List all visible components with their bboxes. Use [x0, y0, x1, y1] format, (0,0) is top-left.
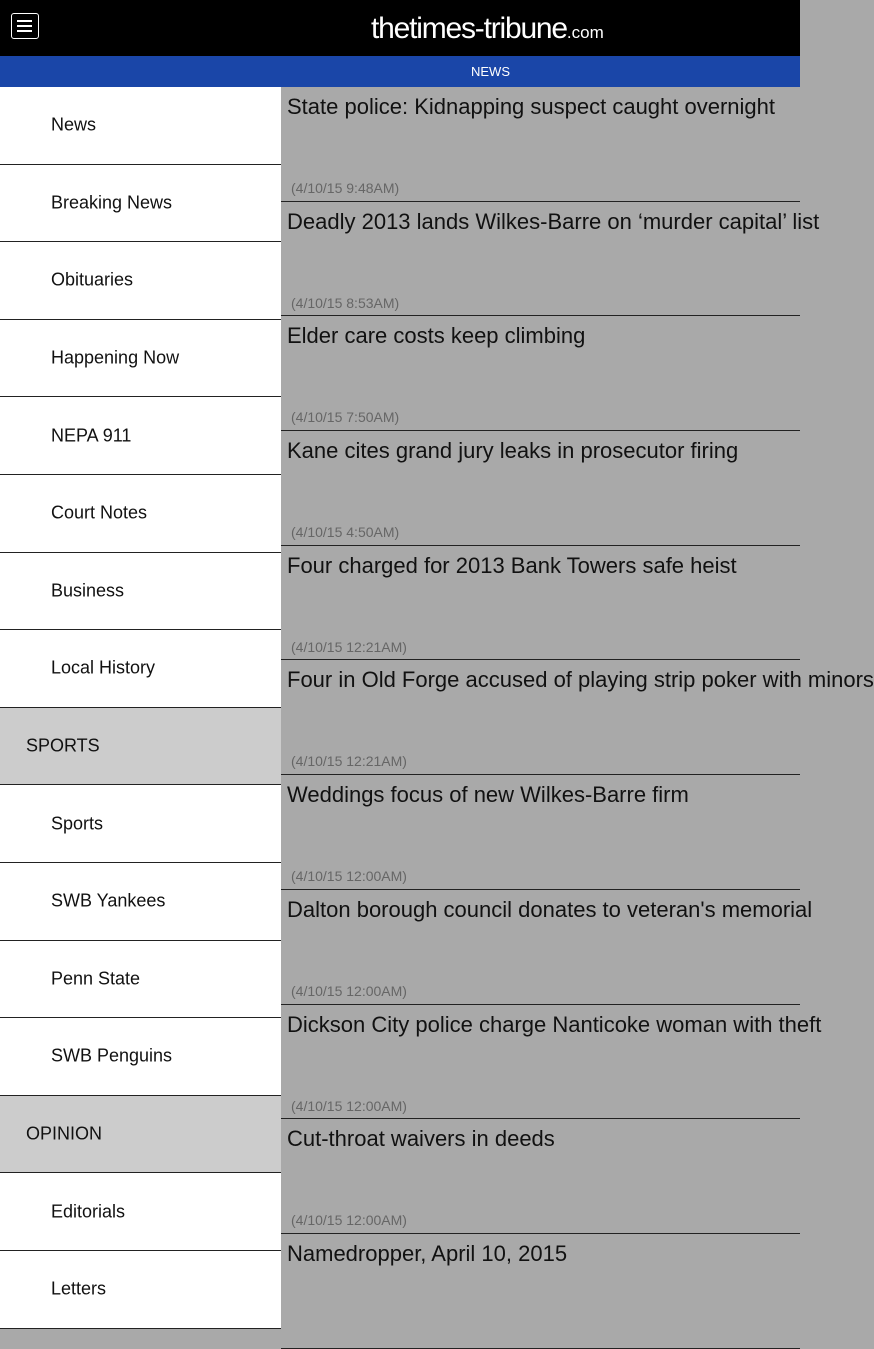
article-timestamp: (4/10/15 12:00AM)	[291, 1212, 407, 1229]
drawer-item-label: OPINION	[26, 1123, 103, 1144]
drawer-item[interactable]	[0, 1018, 281, 1096]
drawer-item-label: Editorials	[51, 1201, 126, 1222]
section-bar	[0, 56, 800, 87]
article-item[interactable]	[281, 1119, 800, 1234]
drawer-item-label: Sports	[51, 813, 104, 834]
article-item[interactable]	[281, 431, 800, 546]
drawer-item-label: Penn State	[51, 968, 141, 989]
drawer-item[interactable]	[0, 397, 281, 475]
article-list	[281, 87, 874, 1280]
drawer-item[interactable]	[0, 553, 281, 631]
drawer-item-label: Letters	[51, 1278, 107, 1299]
article-title: Deadly 2013 lands Wilkes-Barre on ‘murder capital’ list	[287, 208, 820, 234]
article-item[interactable]	[281, 890, 813, 1005]
article-item[interactable]	[281, 546, 800, 661]
logo-text: thetimes-tribune	[371, 12, 567, 45]
drawer-item[interactable]	[0, 165, 281, 243]
article-title: Elder care costs keep climbing	[287, 323, 586, 349]
article-item[interactable]	[281, 1005, 822, 1120]
article-timestamp: (4/10/15 8:53AM)	[291, 294, 400, 311]
article-title: Cut-throat waivers in deeds	[287, 1126, 555, 1152]
article-title: Kane cites grand jury leaks in prosecutor firing	[287, 438, 739, 464]
drawer-item-label: SPORTS	[26, 735, 100, 756]
section-title: NEWS	[471, 64, 510, 79]
drawer-item-label: Happening Now	[51, 347, 180, 368]
drawer-item[interactable]	[0, 1173, 281, 1251]
logo-suffix: .com	[566, 23, 604, 42]
drawer-item-label: NEPA 911	[51, 425, 132, 446]
drawer-item-label: Obituaries	[51, 269, 134, 290]
article-title: Four charged for 2013 Bank Towers safe heist	[287, 552, 737, 578]
article-timestamp: (4/10/15 9:48AM)	[291, 180, 400, 196]
article-timestamp: (4/10/15 7:50AM)	[291, 409, 400, 426]
article-title: Weddings focus of new Wilkes-Barre firm	[287, 782, 689, 808]
article-title: Namedropper, April 10, 2015	[287, 1240, 568, 1266]
article-timestamp: (4/10/15 12:21AM)	[291, 638, 407, 655]
drawer-item[interactable]	[0, 941, 281, 1019]
drawer-section-header	[0, 708, 281, 786]
hamburger-menu-icon[interactable]	[11, 13, 39, 39]
navigation-drawer	[0, 87, 281, 1299]
drawer-item[interactable]	[0, 1251, 281, 1329]
article-timestamp: (4/10/15 12:00AM)	[291, 982, 407, 999]
drawer-item[interactable]	[0, 785, 281, 863]
article-timestamp: (4/10/15 12:00AM)	[291, 868, 407, 885]
article-title: Dalton borough council donates to veteran's memorial	[287, 896, 813, 922]
drawer-item-label: Local History	[51, 657, 156, 678]
drawer-item-label: SWB Penguins	[51, 1045, 173, 1066]
article-item[interactable]	[281, 202, 820, 317]
app-header	[0, 0, 800, 56]
article-title: Dickson City police charge Nanticoke woman with theft	[287, 1011, 822, 1037]
drawer-item[interactable]	[0, 863, 281, 941]
drawer-item-label: Breaking News	[51, 192, 173, 213]
site-logo[interactable]	[371, 12, 604, 50]
article-item[interactable]	[281, 775, 800, 890]
article-item[interactable]	[281, 1234, 800, 1349]
drawer-item[interactable]	[0, 320, 281, 398]
drawer-item[interactable]	[0, 475, 281, 553]
drawer-section-header	[0, 1096, 281, 1174]
drawer-item[interactable]	[0, 242, 281, 320]
article-timestamp: (4/10/15 4:50AM)	[291, 524, 400, 541]
drawer-item-label: SWB Yankees	[51, 890, 166, 911]
drawer-item-label: News	[51, 114, 97, 135]
article-title: Four in Old Forge accused of playing strip poker with minors	[287, 667, 874, 693]
drawer-item[interactable]	[0, 87, 281, 165]
drawer-item-label: Business	[51, 580, 125, 601]
article-title: State police: Kidnapping suspect caught overnight	[287, 94, 775, 119]
article-item[interactable]	[281, 660, 874, 775]
article-timestamp: (4/10/15 12:00AM)	[291, 1097, 407, 1114]
article-item[interactable]	[281, 87, 800, 202]
drawer-item-label: Court Notes	[51, 502, 148, 523]
article-timestamp: (4/10/15 12:21AM)	[291, 753, 407, 770]
article-item[interactable]	[281, 316, 800, 431]
drawer-item[interactable]	[0, 630, 281, 708]
